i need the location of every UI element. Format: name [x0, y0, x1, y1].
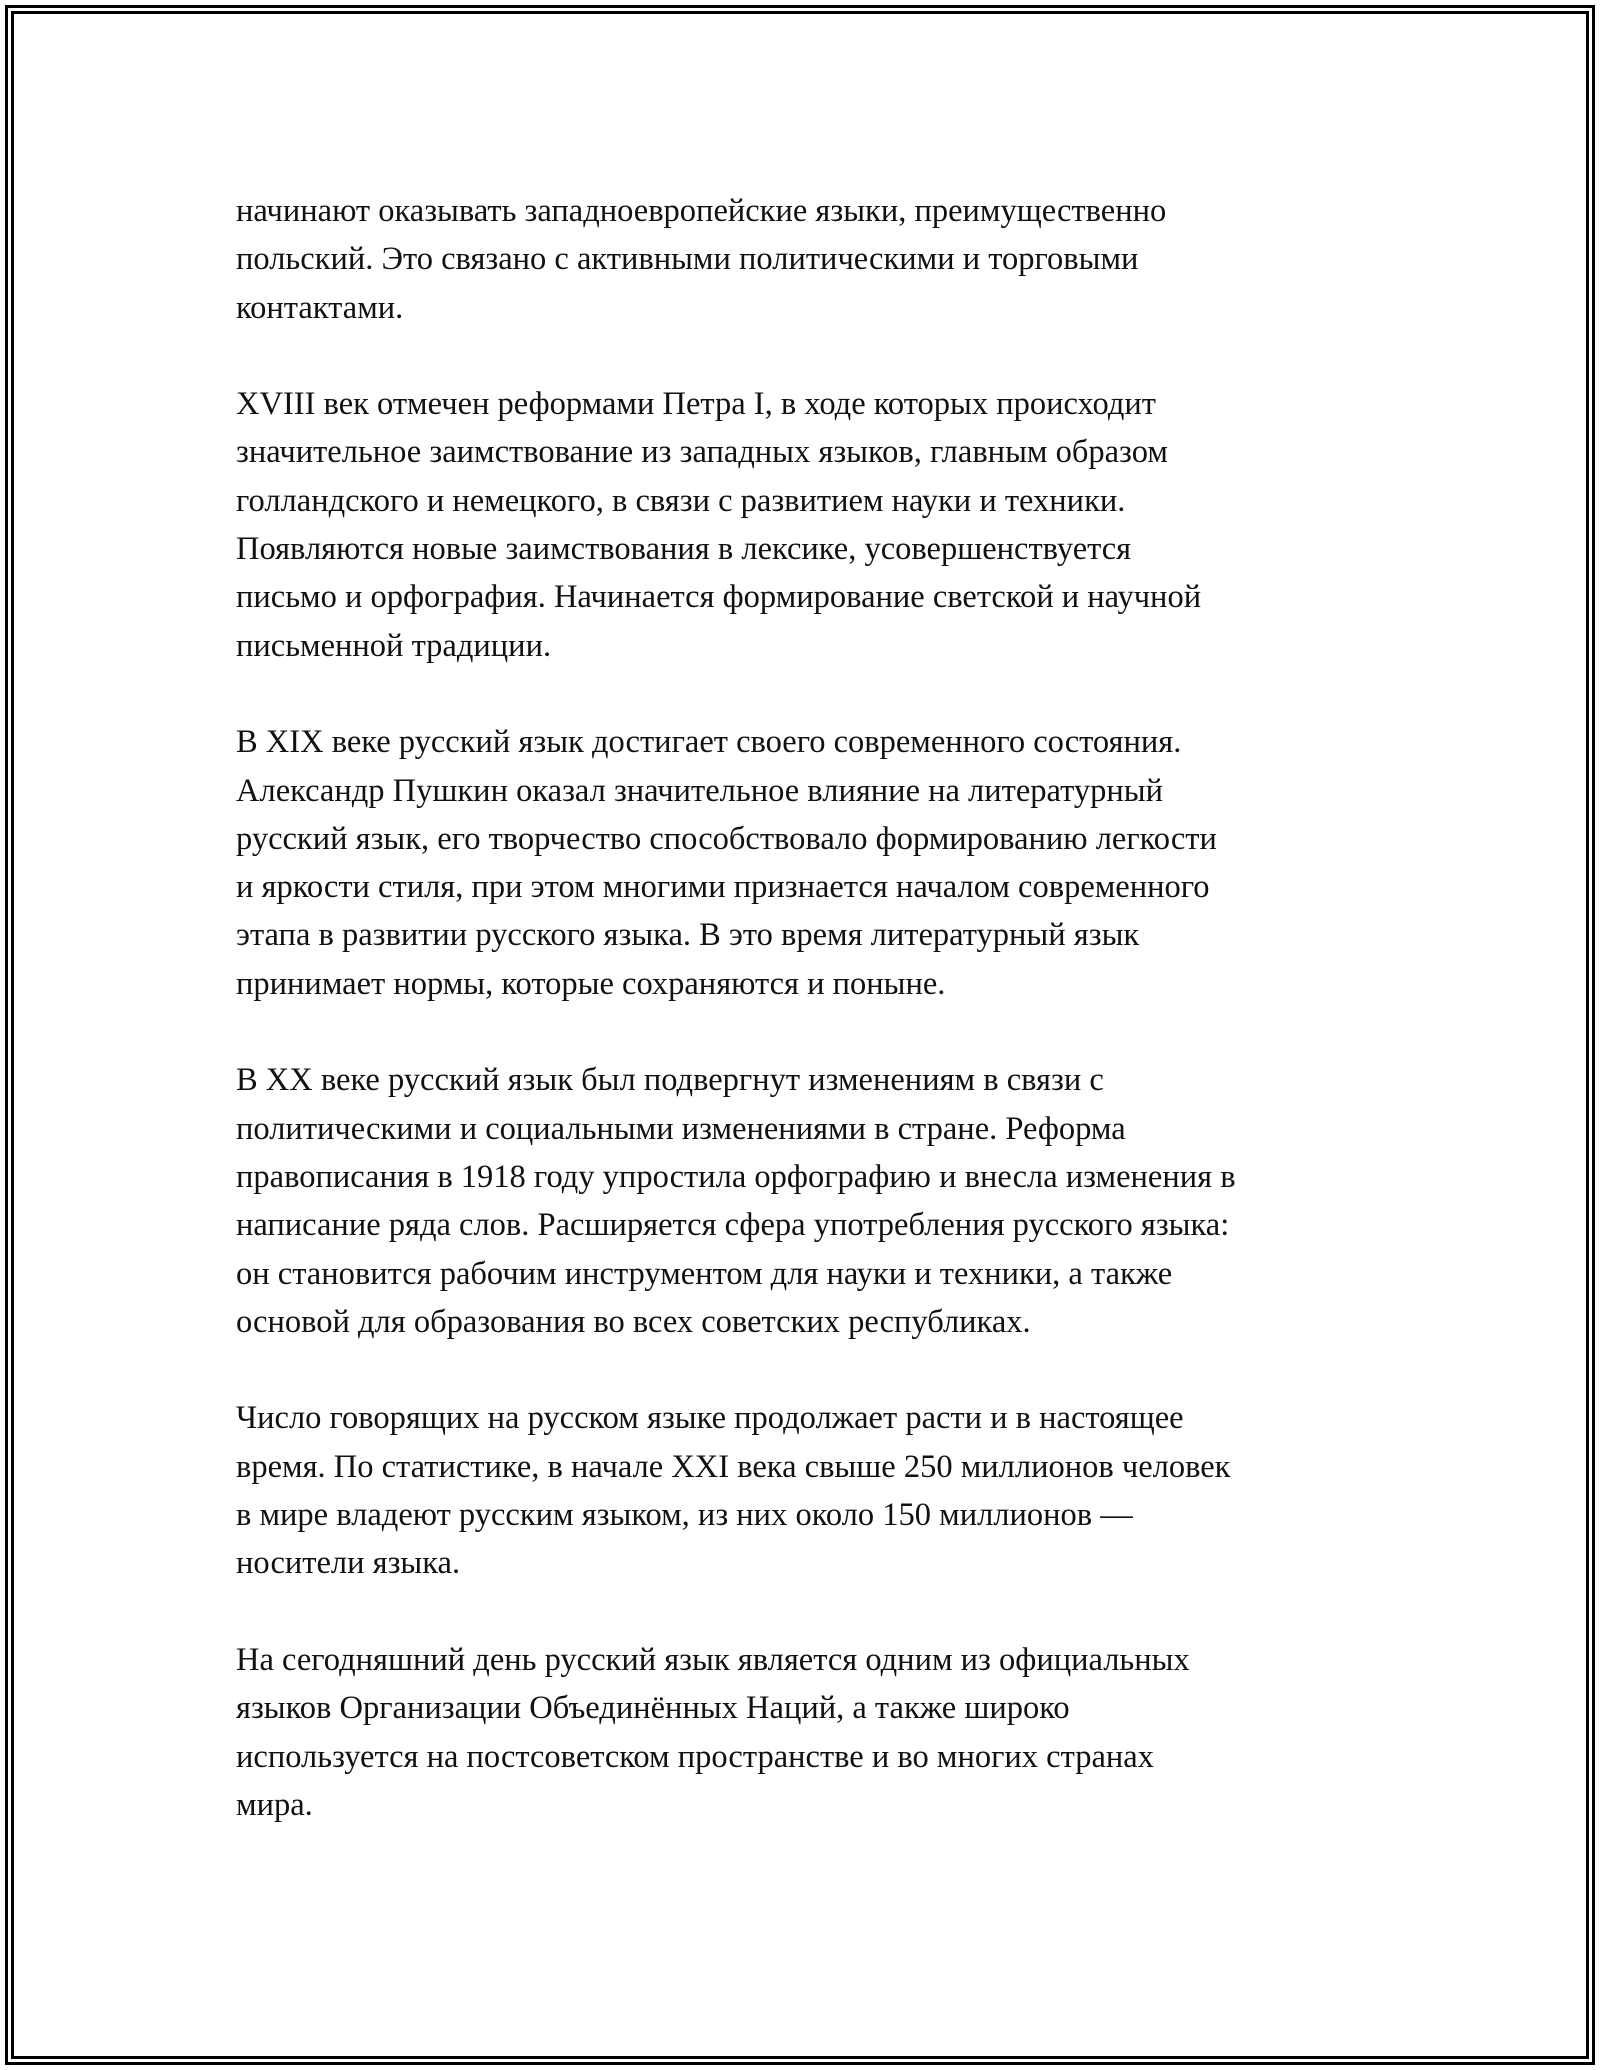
- paragraph-current-status: На сегодняшний день русский язык является одним из официальных языков Организации Объединённых Наций, а также широко используется на постсоветском пространстве и во многих странах мира.: [236, 1641, 1190, 1823]
- paragraph-western-influence: начинают оказывать западноевропейские языки, преимущественно польский. Это связано с активными политическими и торговыми контактами.: [236, 193, 1167, 326]
- paragraph-20th-century: В XX веке русский язык был подвергнут изменениям в связи с политическими и социальными изменениями в стране. Реформа правописания в 1918 году упростила орфографию и внесла изменения в написание ряда слов. Расширяется сфера употребления русского языка: он становится рабочим инструментом для науки и техники, а также основой для образования во всех советских республиках.: [236, 1062, 1236, 1340]
- paragraph-19th-century: В XIX веке русский язык достигает своего современного состояния. Александр Пушкин оказал значительное влияние на литературный русский язык, его творчество способствовало формированию легкости и яркости стиля, при этом многими признается началом современного этапа в развитии русского языка. В это время литературный язык принимает нормы, которые сохраняются и поныне.: [236, 724, 1217, 1002]
- document-body: [236, 187, 1366, 1829]
- paragraph-speaker-statistics: Число говорящих на русском языке продолжает расти и в настоящее время. По статистике, в начале XXI века свыше 250 миллионов человек в мире владеют русским языком, из них около 150 миллионов — носители языка.: [236, 1400, 1231, 1582]
- paragraph-18th-century: XVIII век отмечен реформами Петра I, в ходе которых происходит значительное заимствование из западных языков, главным образом голландского и немецкого, в связи с развитием науки и техники. Появляются новые заимствования в лексике, усовершенствуется письмо и орфография. Начинается формирование светской и научной письменной традиции.: [236, 386, 1202, 664]
